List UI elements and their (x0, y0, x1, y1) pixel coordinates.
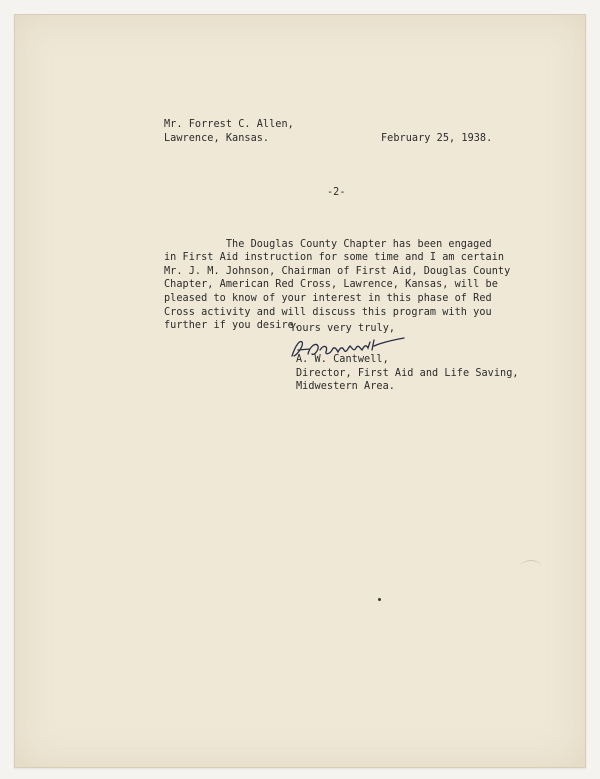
body-line: The Douglas County Chapter has been engaged (164, 238, 492, 250)
page-number: -2- (327, 187, 346, 198)
body-line: Chapter, American Red Cross, Lawrence, Kansas, will be (164, 279, 498, 291)
signer-title: Director, First Aid and Life Saving, (296, 367, 519, 379)
signer-area: Midwestern Area. (296, 381, 395, 393)
signature-block (296, 353, 519, 394)
paper-speck (378, 598, 381, 601)
recipient-city: Lawrence, Kansas. (164, 132, 270, 144)
body-line: Mr. J. M. Johnson, Chairman of First Aid, Douglas County (164, 265, 511, 277)
paper-crease (520, 560, 542, 575)
recipient-name: Mr. Forrest C. Allen, (164, 119, 294, 130)
body-line: in First Aid instruction for some time and I am certain (164, 252, 505, 264)
letter-date: February 25, 1938. (381, 133, 493, 144)
recipient-address (164, 118, 294, 145)
body-line: further if you desire. (164, 320, 301, 332)
body-line: pleased to know of your interest in this phase of Red (164, 292, 492, 304)
closing: Yours very truly, (290, 323, 396, 334)
body-line: Cross activity and will discuss this program with you (164, 306, 492, 318)
signer-name: A. W. Cantwell, (296, 354, 389, 365)
